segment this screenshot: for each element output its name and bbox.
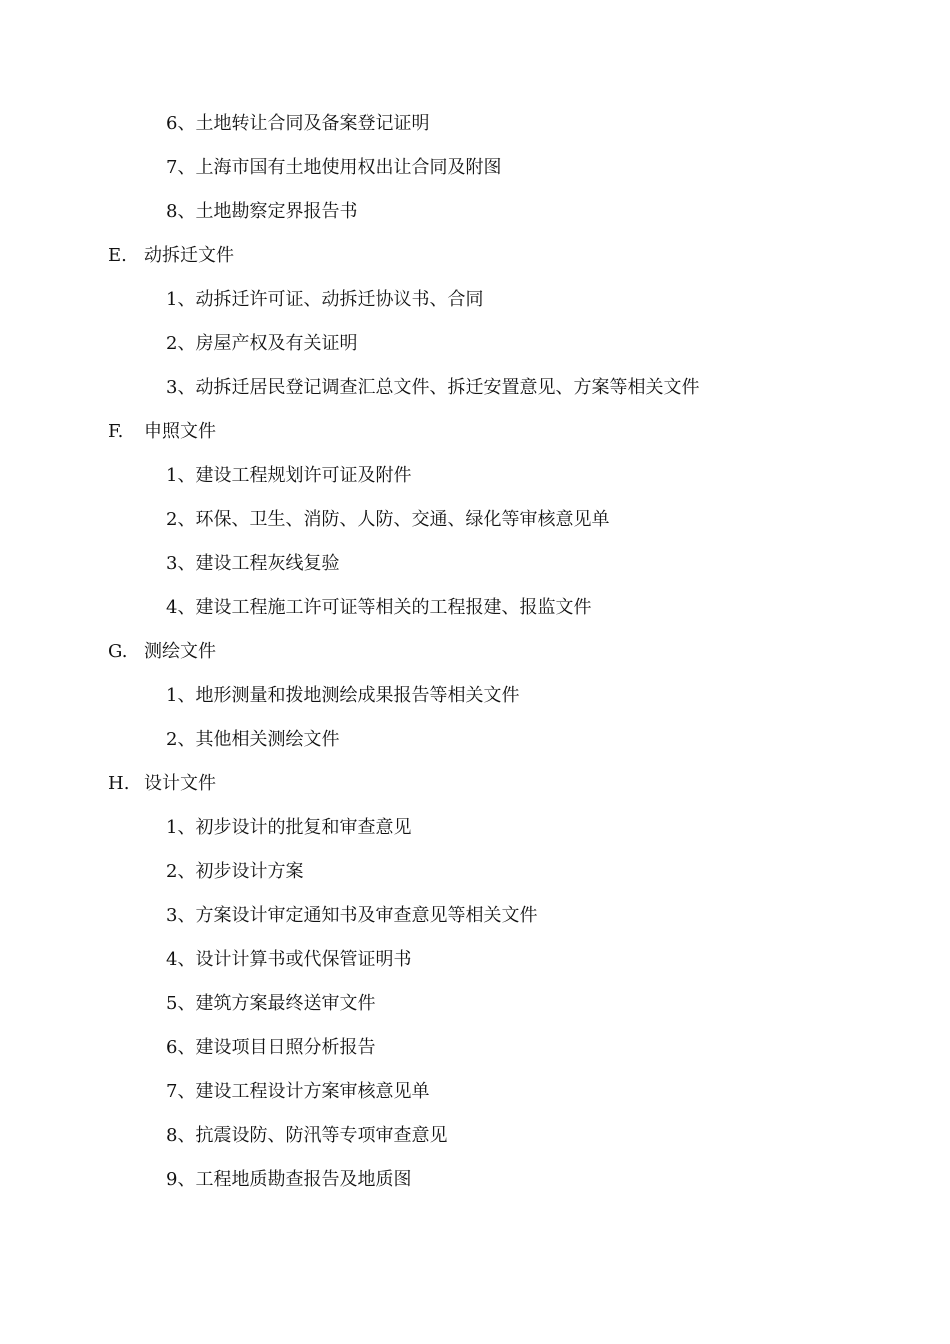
list-item: 2、房屋产权及有关证明 — [166, 333, 358, 354]
section-title: 设计文件 — [144, 773, 216, 794]
list-item: 1、建设工程规划许可证及附件 — [166, 465, 412, 486]
list-item: 4、建设工程施工许可证等相关的工程报建、报监文件 — [166, 597, 592, 618]
list-item: 4、设计计算书或代保管证明书 — [166, 949, 412, 970]
list-item: 8、抗震设防、防汛等专项审查意见 — [166, 1125, 448, 1146]
list-item: 3、建设工程灰线复验 — [166, 553, 340, 574]
list-item: 3、方案设计审定通知书及审查意见等相关文件 — [166, 905, 538, 926]
list-item: 5、建筑方案最终送审文件 — [166, 993, 376, 1014]
list-item: 2、其他相关测绘文件 — [166, 729, 340, 750]
list-item: 7、建设工程设计方案审核意见单 — [166, 1081, 430, 1102]
section-letter: H. — [108, 773, 130, 794]
section-title: 申照文件 — [144, 421, 216, 442]
list-item: 6、土地转让合同及备案登记证明 — [166, 113, 430, 134]
section-heading-e — [0, 234, 950, 278]
section-heading-f — [0, 410, 950, 454]
list-item: 1、地形测量和拨地测绘成果报告等相关文件 — [166, 685, 520, 706]
list-item: 2、环保、卫生、消防、人防、交通、绿化等审核意见单 — [166, 509, 610, 530]
section-heading-h — [0, 762, 950, 806]
section-title: 动拆迁文件 — [144, 245, 234, 266]
list-item: 6、建设项目日照分析报告 — [166, 1037, 376, 1058]
section-heading-g — [0, 630, 950, 674]
list-item: 2、初步设计方案 — [166, 861, 304, 882]
document-page — [0, 102, 950, 1202]
section-letter: E. — [108, 245, 127, 266]
list-item: 7、上海市国有土地使用权出让合同及附图 — [166, 157, 502, 178]
section-letter: F. — [108, 421, 124, 442]
section-title: 测绘文件 — [144, 641, 216, 662]
list-item: 1、初步设计的批复和审查意见 — [166, 817, 412, 838]
list-item: 8、土地勘察定界报告书 — [166, 201, 358, 222]
list-item: 9、工程地质勘查报告及地质图 — [166, 1169, 412, 1190]
list-item: 1、动拆迁许可证、动拆迁协议书、合同 — [166, 289, 484, 310]
list-item: 3、动拆迁居民登记调查汇总文件、拆迁安置意见、方案等相关文件 — [166, 377, 700, 398]
section-letter: G. — [108, 641, 128, 662]
